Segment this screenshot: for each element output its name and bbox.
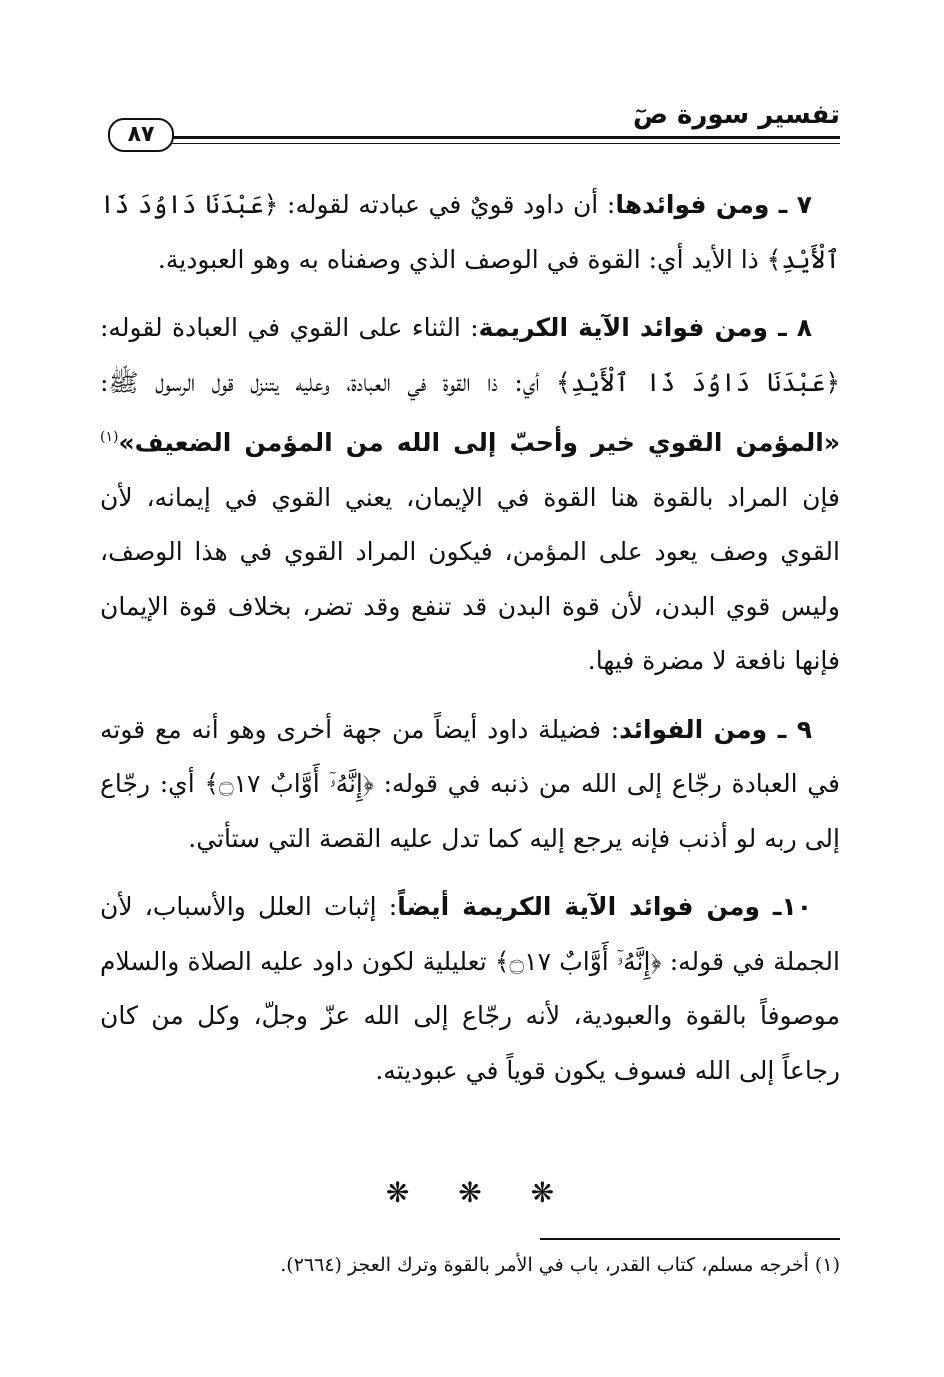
paragraph-lead: ٩ ـ ومن الفوائد xyxy=(619,714,812,744)
paragraph-text: : الثناء على القوي في العبادة لقوله: xyxy=(100,313,479,342)
quran-quote: ﴿إِنَّهُۥٓ أَوَّابٌ ۝١٧﴾ xyxy=(204,769,374,798)
header-rule-thick xyxy=(172,136,840,139)
section-separator: ❋ ❋ ❋ xyxy=(385,1176,559,1209)
hadith-quote: «المؤمن القوي خير وأحبّ إلى الله من المؤمن الضعيف» xyxy=(118,428,840,457)
paragraph-text: ذا الأيد أي: القوة في الوصف الذي وصفناه به وهو العبودية. xyxy=(157,244,767,274)
header-title: تفسير سورة صٓ xyxy=(633,100,840,130)
paragraph-10 xyxy=(100,880,840,1098)
footnote: (١) أخرجه مسلم، كتاب القدر، باب في الأمر بالقوة وترك العجز (٢٦٦٤). xyxy=(280,1254,840,1276)
paragraph-lead: ٨ ـ ومن فوائد الآية الكريمة xyxy=(478,313,813,342)
quran-quote: ﴿إِنَّهُۥٓ أَوَّابٌ ۝١٧﴾ xyxy=(494,946,662,976)
paragraph-9 xyxy=(100,703,840,867)
paragraph-text: فإن المراد بالقوة هنا القوة في الإيمان، يعني القوي في إيمانه، لأن القوي وصف يعود على المؤمن، فيكون المراد القوي في هذا الوصف، وليس قوي البدن، لأن قوة البدن قد تنفع وقد تضر، بخلاف قوة الإيمان فإنها نافعة لا مضرة فيها. xyxy=(100,482,840,675)
page-number-badge: ٨٧ xyxy=(108,118,174,152)
paragraph-8 xyxy=(100,301,840,689)
paragraph-text: تعليلية لكون داود عليه الصلاة والسلام موصوفاً بالقوة والعبودية، لأنه رجّاع إلى الله عزّ وجلّ، وكل من كان رجاعاً إلى الله فسوف يكون قوياً في عبوديته. xyxy=(100,946,840,1085)
paragraph-text: : فضيلة داود أيضاً من جهة أخرى وهو أنه مع قوته في العبادة رجّاع إلى الله من ذنبه في قوله: xyxy=(100,714,840,798)
paragraph-lead: ١٠ـ ومن فوائد الآية الكريمة أيضاً xyxy=(397,892,813,921)
footnote-rule xyxy=(540,1238,840,1240)
quran-quote: ﴿عَبْدَنَا دَاوُدَ ذَا ٱلْأَيْدِ﴾ xyxy=(100,190,840,274)
paragraph-lead: ٧ ـ ومن فوائدها xyxy=(615,190,813,219)
body-text xyxy=(100,178,840,1112)
paragraph-text: أي: رجّاع إلى ربه لو أذنب فإنه يرجع إليه كما تدل عليه القصة التي ستأتي. xyxy=(100,769,840,853)
paragraph-text: أي: ذا القوة في العبادة، وعليه يتنزل قول الرسول ﷺ: xyxy=(100,367,557,397)
paragraph-text: : أن داود قويٌ في عبادته لقوله: xyxy=(278,190,616,219)
paragraph-7 xyxy=(100,178,840,287)
quran-quote: ﴿عَبْدَنَا دَاوُدَ ذَا ٱلْأَيْدِ﴾ xyxy=(556,367,841,397)
running-header xyxy=(100,96,840,156)
header-rule-thin xyxy=(172,143,840,144)
footnote-reference[interactable]: (١) xyxy=(100,429,119,445)
paragraph-text: : إثبات العلل والأسباب، لأن الجملة في قوله: xyxy=(100,892,840,976)
